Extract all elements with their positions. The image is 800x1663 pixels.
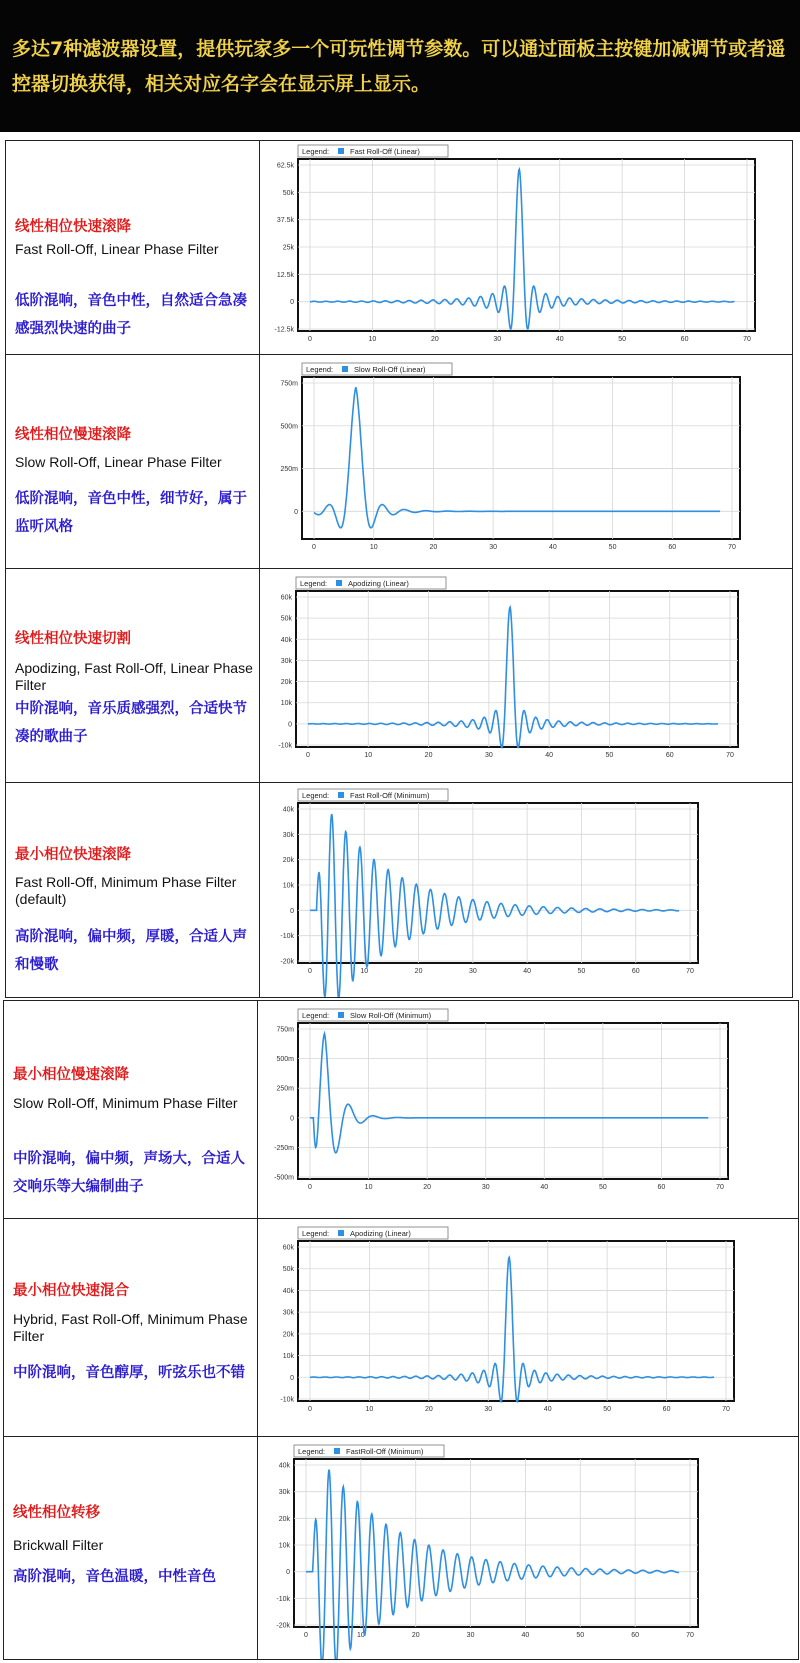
legend-swatch <box>336 580 342 586</box>
filter-row <box>5 140 793 356</box>
filter-title-cn: 最小相位快速滚降 <box>15 847 131 863</box>
y-tick-label: 50k <box>280 615 292 623</box>
legend-swatch <box>338 1230 344 1236</box>
x-tick-label: 20 <box>414 968 423 975</box>
x-tick-label: 30 <box>484 1406 493 1413</box>
y-tick-label: 50k <box>282 1266 294 1274</box>
legend-swatch <box>338 792 344 798</box>
filter-title-cn: 线性相位快速切割 <box>15 631 131 647</box>
y-tick-label: 60k <box>282 1244 294 1252</box>
x-tick-label: 20 <box>430 336 439 343</box>
plot-area <box>298 159 755 331</box>
legend-swatch <box>338 1012 344 1018</box>
filter-title-en: Slow Roll-Off, Linear Phase Filter <box>15 454 222 470</box>
y-tick-label: 10k <box>282 1353 294 1361</box>
x-tick-label: 60 <box>665 752 674 759</box>
legend-swatch <box>342 366 348 372</box>
y-tick-label: 0 <box>290 299 294 307</box>
y-tick-label: -20k <box>280 958 294 966</box>
x-tick-label: 10 <box>356 1632 365 1639</box>
x-tick-label: 50 <box>577 968 586 975</box>
x-tick-label: 70 <box>716 1184 724 1191</box>
y-tick-label: 40k <box>280 636 292 644</box>
x-tick-label: 20 <box>411 1632 420 1639</box>
legend-swatch <box>334 1448 340 1454</box>
x-tick-label: 30 <box>493 336 502 343</box>
y-tick-label: 40k <box>282 1287 294 1295</box>
filter-desc: 中阶混响，音色醇厚，听弦乐也不错 <box>13 1365 245 1381</box>
x-tick-label: 10 <box>365 1406 374 1413</box>
x-tick-label: 70 <box>743 336 751 343</box>
x-tick-label: 30 <box>468 968 477 975</box>
x-tick-label: 50 <box>576 1632 585 1639</box>
x-tick-label: 40 <box>543 1406 552 1413</box>
legend-title: Legend: <box>302 147 330 156</box>
impulse-chart <box>258 1219 798 1437</box>
legend-label: Slow Roll-Off (Linear) <box>354 365 426 374</box>
filter-description-cell <box>4 1437 258 1659</box>
y-tick-label: 37.5k <box>276 217 294 225</box>
y-tick-label: 10k <box>278 1542 290 1550</box>
y-tick-label: 30k <box>280 657 292 665</box>
y-tick-label: 30k <box>282 831 294 839</box>
chart-legend <box>294 1445 444 1457</box>
chart-legend <box>302 363 452 375</box>
x-tick-label: 50 <box>618 336 627 343</box>
x-tick-label: 40 <box>555 336 564 343</box>
y-tick-label: 750m <box>280 380 298 388</box>
x-tick-label: 0 <box>312 544 316 551</box>
filter-title-en: Hybrid, Fast Roll-Off, Minimum Phase Filter <box>13 1311 248 1344</box>
legend-title: Legend: <box>302 1229 330 1238</box>
x-tick-label: 50 <box>608 544 617 551</box>
x-tick-label: 0 <box>308 968 312 975</box>
filter-chart-cell <box>260 569 792 783</box>
plot-area <box>298 1023 728 1179</box>
filter-title-en: Brickwall Filter <box>13 1537 104 1553</box>
legend-title: Legend: <box>302 1011 330 1020</box>
y-tick-label: 20k <box>282 857 294 865</box>
x-tick-label: 40 <box>523 968 532 975</box>
x-tick-label: 20 <box>424 1406 433 1413</box>
y-tick-label: -10k <box>280 1396 294 1404</box>
chart-legend <box>298 1009 448 1021</box>
filter-title-en: Slow Roll-Off, Minimum Phase Filter <box>13 1095 238 1111</box>
header-text: 多达7种滤波器设置，提供玩家多一个可玩性调节参数。可以通过面板主按键加减调节或者遥控器切换获得，相关对应名字会在显示屏上显示。 <box>12 38 786 95</box>
filter-chart-cell <box>258 1437 798 1659</box>
x-tick-label: 40 <box>540 1184 549 1191</box>
filter-row <box>3 1218 799 1438</box>
filter-chart-cell <box>258 1001 798 1219</box>
chart-legend <box>296 577 446 589</box>
y-tick-label: -10k <box>276 1595 290 1603</box>
x-tick-label: 30 <box>484 752 493 759</box>
filter-title-cn: 最小相位慢速滚降 <box>13 1067 129 1083</box>
filter-title-en: Apodizing, Fast Roll-Off, Linear Phase Filter <box>15 660 253 693</box>
y-tick-label: -250m <box>274 1144 294 1152</box>
filter-row <box>3 1436 799 1660</box>
impulse-chart <box>260 141 792 355</box>
y-tick-label: 750m <box>276 1026 294 1034</box>
filter-desc: 高阶混响，偏中频，厚暖，合适人声和慢歌 <box>15 929 247 973</box>
filter-title-cn: 线性相位转移 <box>13 1505 100 1521</box>
x-tick-label: 0 <box>308 1184 312 1191</box>
x-tick-label: 10 <box>368 336 377 343</box>
y-tick-label: -10k <box>278 742 292 750</box>
y-tick-label: 12.5k <box>276 271 294 279</box>
legend-title: Legend: <box>306 365 334 374</box>
y-tick-label: 20k <box>278 1515 290 1523</box>
y-tick-label: 50k <box>282 189 294 197</box>
filter-description-cell <box>6 783 260 997</box>
y-tick-label: 0 <box>290 1374 294 1382</box>
x-tick-label: 0 <box>308 1406 312 1413</box>
y-tick-label: 20k <box>280 679 292 687</box>
y-tick-label: 25k <box>282 244 294 252</box>
y-tick-label: -20k <box>276 1622 290 1630</box>
y-tick-label: 10k <box>280 700 292 708</box>
y-tick-label: -12.5k <box>274 326 294 334</box>
y-tick-label: 40k <box>278 1462 290 1470</box>
legend-title: Legend: <box>302 791 330 800</box>
filter-title-cn: 最小相位快速混合 <box>13 1283 129 1299</box>
legend-label: Apodizing (Linear) <box>350 1229 411 1238</box>
filter-desc: 低阶混响，音色中性，细节好，属于监听风格 <box>15 491 247 535</box>
x-tick-label: 40 <box>548 544 557 551</box>
y-tick-label: -500m <box>274 1174 294 1182</box>
x-tick-label: 0 <box>306 752 310 759</box>
x-tick-label: 30 <box>489 544 498 551</box>
x-tick-label: 70 <box>726 752 734 759</box>
filter-desc: 中阶混响，偏中频，声场大，合适人交响乐等大编制曲子 <box>13 1151 245 1195</box>
x-tick-label: 10 <box>364 1184 373 1191</box>
x-tick-label: 60 <box>631 1632 640 1639</box>
legend-label: Fast Roll-Off (Linear) <box>350 147 420 156</box>
x-tick-label: 70 <box>722 1406 730 1413</box>
filter-title-cn: 线性相位慢速滚降 <box>15 427 131 443</box>
y-tick-label: 10k <box>282 882 294 890</box>
filter-title-cn: 线性相位快速滚降 <box>15 219 131 235</box>
y-tick-label: 500m <box>276 1056 294 1064</box>
y-tick-label: 40k <box>282 806 294 814</box>
legend-label: FastRoll-Off (Minimum) <box>346 1447 424 1456</box>
x-tick-label: 0 <box>304 1632 308 1639</box>
legend-label: Slow Roll-Off (Minimum) <box>350 1011 432 1020</box>
x-tick-label: 40 <box>521 1632 530 1639</box>
x-tick-label: 30 <box>481 1184 490 1191</box>
legend-label: Apodizing (Linear) <box>348 579 409 588</box>
x-tick-label: 20 <box>423 1184 432 1191</box>
filter-row <box>5 782 793 998</box>
x-tick-label: 60 <box>680 336 689 343</box>
impulse-chart <box>260 355 792 569</box>
legend-title: Legend: <box>298 1447 326 1456</box>
filter-description-cell <box>6 569 260 783</box>
filter-desc: 中阶混响，音乐质感强烈，合适快节凑的歌曲子 <box>15 701 247 745</box>
filter-chart-cell <box>258 1219 798 1437</box>
legend-swatch <box>338 148 344 154</box>
x-tick-label: 20 <box>424 752 433 759</box>
y-tick-label: 250m <box>276 1085 294 1093</box>
y-tick-label: 0 <box>290 907 294 915</box>
filter-row <box>3 1000 799 1220</box>
filter-description-cell <box>6 355 260 569</box>
impulse-chart <box>260 569 792 783</box>
legend-title: Legend: <box>300 579 328 588</box>
x-tick-label: 0 <box>308 336 312 343</box>
filter-description-cell <box>6 141 260 355</box>
filter-description-cell <box>4 1001 258 1219</box>
y-tick-label: 60k <box>280 594 292 602</box>
y-tick-label: 500m <box>280 423 298 431</box>
x-tick-label: 70 <box>686 1632 694 1639</box>
y-tick-label: 0 <box>294 508 298 516</box>
impulse-chart <box>260 783 792 997</box>
x-tick-label: 10 <box>369 544 378 551</box>
x-tick-label: 10 <box>364 752 373 759</box>
chart-legend <box>298 1227 448 1239</box>
x-tick-label: 70 <box>686 968 694 975</box>
x-tick-label: 60 <box>668 544 677 551</box>
x-tick-label: 60 <box>657 1184 666 1191</box>
filter-description-cell <box>4 1219 258 1437</box>
x-tick-label: 50 <box>598 1184 607 1191</box>
filter-chart-cell <box>260 355 792 569</box>
x-tick-label: 40 <box>545 752 554 759</box>
x-tick-label: 10 <box>360 968 369 975</box>
y-tick-label: 30k <box>282 1309 294 1317</box>
y-tick-label: 250m <box>280 466 298 474</box>
filter-title-en: Fast Roll-Off, Linear Phase Filter <box>15 241 219 257</box>
impulse-chart <box>258 1001 798 1219</box>
y-tick-label: 0 <box>286 1569 290 1577</box>
filter-title-en: Fast Roll-Off, Minimum Phase Filter (default) <box>15 874 237 907</box>
legend-label: Fast Roll-Off (Minimum) <box>350 791 430 800</box>
filter-desc: 低阶混响，音色中性，自然适合急凑感强烈快速的曲子 <box>15 293 247 337</box>
x-tick-label: 60 <box>662 1406 671 1413</box>
filter-desc: 高阶混响，音色温暖，中性音色 <box>13 1569 216 1585</box>
filter-chart-cell <box>260 783 792 997</box>
x-tick-label: 50 <box>603 1406 612 1413</box>
x-tick-label: 20 <box>429 544 438 551</box>
x-tick-label: 30 <box>466 1632 475 1639</box>
impulse-chart <box>258 1437 798 1659</box>
chart-legend <box>298 789 448 801</box>
x-tick-label: 70 <box>728 544 736 551</box>
y-tick-label: 0 <box>290 1115 294 1123</box>
x-tick-label: 50 <box>605 752 614 759</box>
y-tick-label: 0 <box>288 721 292 729</box>
y-tick-label: -10k <box>280 933 294 941</box>
y-tick-label: 62.5k <box>276 162 294 170</box>
y-tick-label: 30k <box>278 1489 290 1497</box>
x-tick-label: 60 <box>631 968 640 975</box>
filter-row <box>5 568 793 784</box>
chart-legend <box>298 145 448 157</box>
header-banner <box>0 0 800 132</box>
y-tick-label: 20k <box>282 1331 294 1339</box>
filter-row <box>5 354 793 570</box>
filter-chart-cell <box>260 141 792 355</box>
